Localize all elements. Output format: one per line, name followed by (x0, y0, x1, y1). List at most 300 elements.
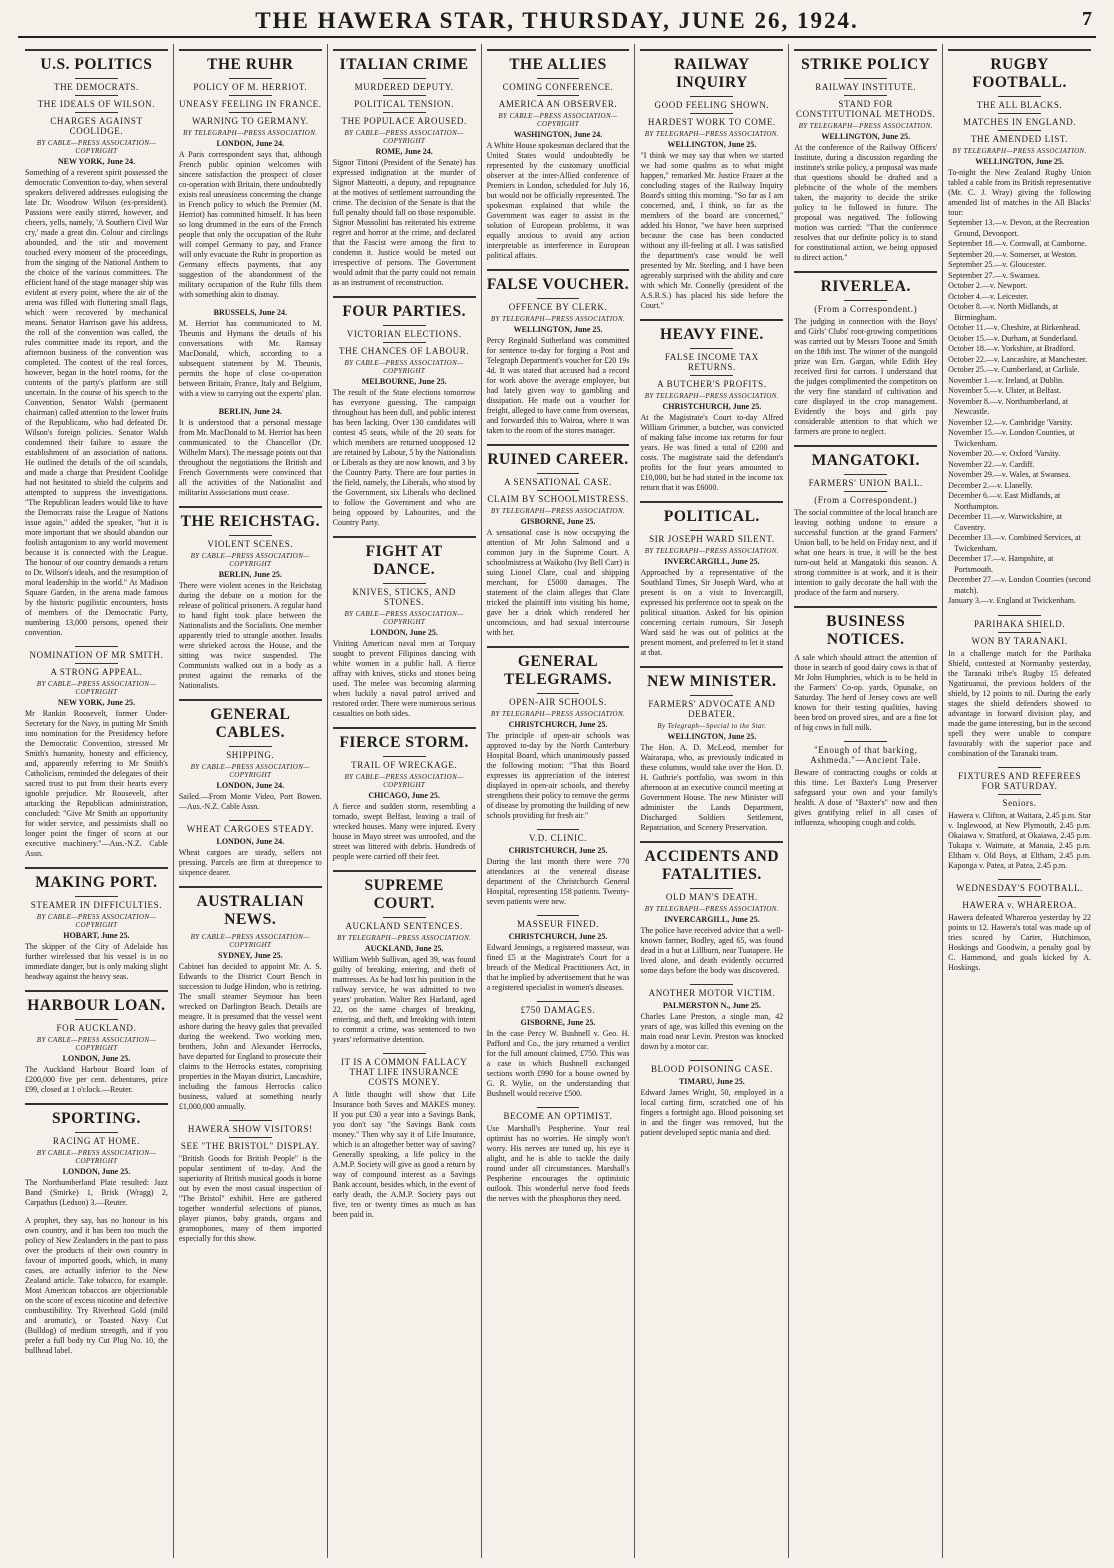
divider (75, 663, 118, 664)
divider (998, 130, 1041, 131)
fixture-item: December 17.—v. Hampshire, at Portsmouth. (948, 554, 1054, 574)
divider (333, 49, 476, 51)
article-subheading: A BUTCHER'S PROFITS. (657, 379, 767, 389)
article-location-date: INVERCARGILL, June 25. (664, 557, 760, 566)
divider (640, 841, 783, 843)
article-subheading: STEAMER IN DIFFICULTIES. (30, 900, 163, 910)
article-dateline: BY CABLE—PRESS ASSOCIATION—COPYRIGHT (36, 1036, 157, 1052)
article-body: There were violent scenes in the Reichstag during the debate on a motion for the release of political prisoners. A regular hand to hand fight took place between the Nationalists and the Socialists. One member apparently tried to strangle another. Insults were shrieked across the House, and the sitting was twice suspended. The Communists walked out in a body as a protest against the remarks of the Nationalists. (178, 581, 322, 690)
article-dateline: BY TELEGRAPH—PRESS ASSOCIATION. (644, 905, 780, 913)
article (25, 49, 168, 638)
article-location-date: GISBORNE, June 25. (520, 1018, 596, 1027)
fixture-item: December 27.—v. London Counties (second match). (948, 575, 1091, 595)
article-body: Hawera v. Clifton, at Waitara, 2.45 p.m. Star v. Inglewood, at New Plymouth, 2.45 p.m. Okaiawa v. Stratford, at Okaiawa, 2.45 p.m. Tukapa v. Waimate, at Manaia, 2.45 p.m. Eltham v. Old Boys, at Eltham, 2.45 p.m. Kaponga v. Patea, at Patea, 2.45 p.m. (948, 810, 1092, 870)
article-dateline: BY TELEGRAPH—PRESS ASSOCIATION. (490, 315, 626, 323)
divider (75, 896, 118, 897)
column-3 (327, 44, 481, 1558)
divider (537, 78, 580, 79)
divider (229, 112, 272, 113)
article-subheading: COMING CONFERENCE. (502, 82, 614, 92)
article-subheading: "Enough of that barking, Ashmeda."—Ancient Tale. (810, 745, 922, 765)
article-subheading: OPEN-AIR SCHOOLS. (509, 697, 607, 707)
fixture-item: December 6.—v. East Midlands, at Northampton. (948, 491, 1061, 511)
article-subheading: WHEAT CARGOES STEADY. (186, 824, 314, 834)
article (794, 49, 937, 263)
article-location-date: AUCKLAND, June 25. (364, 944, 444, 953)
divider (179, 886, 322, 888)
divider (383, 342, 426, 343)
divider (383, 78, 426, 79)
article (640, 841, 783, 976)
article-subheading: MURDERED DEPUTY. (354, 82, 454, 92)
fixture-item: September 20.—v. Somerset, at Weston. (948, 249, 1078, 259)
article-body: Cabinet has decided to appoint Mr. A. S. Edwards to the District Court Bench in succession to Judge Hindon, who is retiring. The small steamer Seymour has been wrecked on Darlington Beach. Details are meagre. It is presumed that the vessel went ashore during the heavy gales that prevailed during the weekend. Two working men, brothers, John and Alexander Herrocks, have departed for England to prosecute their claims to the Herrocks estates, comprising properties in the Mayan district, Lancashire, including the famous Herrocks calico business, valued at something nearly £1,000,000 annually. (178, 962, 322, 1111)
divider (998, 615, 1041, 616)
article-body: Sailed.—From Monte Video, Port Bowen.—Aus.-N.Z. Cable Assn. (178, 792, 322, 811)
article-body: "British Goods for British People" is the popular sentiment of to-day. And the superiority of British musical goods is borne out by even the most casual inspection of "The Bristol" exhibit. Here are gathered together wonderful selections of pianos, player pianos, baby grands, organs and gramophones, many of them imported especially for this show. (178, 1154, 322, 1243)
column-6 (788, 44, 942, 1558)
divider (640, 319, 783, 321)
article-location-date: CHICAGO, June 25. (368, 791, 440, 800)
article-subheading: HARDEST WORK TO COME. (647, 117, 776, 127)
fixture-item: November 1.—v. Ireland, at Dublin. (948, 375, 1065, 385)
article-subheading: RACING AT HOME. (52, 1136, 140, 1146)
article-headline: ITALIAN CRIME (339, 56, 469, 73)
article-dateline: By Telegraph—Special to the Star. (657, 722, 767, 730)
article-subheading: AUCKLAND SENTENCES. (345, 921, 463, 931)
article-body: A Paris correspondent says that, although French public opinion welcomes with sincere satisfaction the prospect of closer co-operation with Britain, there undoubtedly exists real uneasiness concerning the change in French policy to which the Premier (M. Herriot) has committed himself. It has been so long drummed in the ears of the French people that only the occupation of the Ruhr will compel Germany to pay, and France will only evacuate the Ruhr in proportion as Germany effects payments, that any suggestion of the abandonment of the military occupation of the Ruhr fills them with something akin to dismay. (178, 150, 322, 299)
fixture-list (948, 218, 1091, 607)
divider (75, 1132, 118, 1133)
article-subheading: FALSE INCOME TAX RETURNS. (664, 352, 759, 372)
article-subheading: NOMINATION OF MR SMITH. (29, 650, 164, 660)
article-subheading: HAWERA v. WHAREROA. (962, 899, 1077, 910)
article-body: Approached by a representative of the Southland Times, Sir Joseph Ward, who at present is on a visit to Invercargill, expressed his preference not to speak on the political situation. Asked for his opinion concerning certain rumours, Sir Joseph Ward said he was out of politics at the present moment, and preferred to let it stand at that. (640, 568, 784, 657)
article-body: A sensational case is now occupying the attention of Mr John Salmond and a common jury in the Supreme Court. A schoolmistress at Waikohu (Ivy Bell Carr) is suing Lionel Clare, coal and shipping merchant, for £5000 damages. The statement of the claim alleges that Clare tricked the plaintiff into visiting his home, gave her a drink which rendered her unconscious, and had sexual intercourse with her. (486, 528, 630, 637)
article-subheading: Seniors. (1002, 797, 1037, 808)
columns-container (20, 44, 1096, 1558)
page-number: 7 (1082, 8, 1092, 30)
fixture-item: October 8.—v. North Midlands, at Birmingham. (948, 302, 1059, 322)
divider (640, 49, 783, 51)
article-headline: U.S. POLITICS (40, 56, 153, 73)
article-subheading: WARNING TO GERMANY. (191, 116, 309, 126)
article-dateline: BY TELEGRAPH—PRESS ASSOCIATION. (490, 507, 626, 515)
fixture-item: December 13.—v. Combined Services, at Twickenham. (948, 533, 1081, 553)
divider (179, 49, 322, 51)
divider (794, 445, 937, 447)
article-body: Visiting American naval men at Torquay sought to prevent Filipinos dancing with white women in a public hall. A fierce affray with knives, sticks and stones being used. The melee was becoming alarming when luckily a naval patrol arrived and restored order. There were numerous serious casualties on both sides. (332, 639, 476, 718)
article-subheading: IT IS A COMMON FALLACY THAT LIFE INSURANCE COSTS MONEY. (340, 1057, 468, 1087)
divider (690, 113, 733, 114)
article (794, 741, 937, 828)
article-location-date: WELLINGTON, June 25. (821, 132, 911, 141)
fixture-item: September 25.—v. Gloucester. (948, 260, 1047, 269)
fixture-item: November 12.—v. Cambridge 'Varsity. (948, 417, 1073, 427)
article-body: The social committee of the local branch are leaving nothing undone to ensure a successful function at the grand Farmers' Union ball, to be held on Friday next, and if what one hears is true, it will be the best turn-out held at Mangatoki this season. A strong committee is at work, and it is their intention to gaily decorate the hall with the produce of the farm and nursery. (794, 508, 938, 597)
article-subheading: THE CHANCES OF LABOUR. (339, 346, 470, 356)
article-subheading: SHIPPING. (226, 750, 275, 760)
article-body: Edward James Wright, 50, employed in a local carting firm, scratched one of his fingers a fortnight ago. Blood poisoning set in and the finger was removed, but the patient developed septic mania and died. (640, 1088, 784, 1137)
divider (998, 794, 1041, 795)
article-headline: THE REICHSTAG. (180, 513, 320, 530)
article (179, 407, 322, 498)
divider (229, 78, 272, 79)
divider (537, 95, 580, 96)
fixture-item: November 20.—v. Oxford 'Varsity. (948, 449, 1061, 458)
divider (844, 95, 887, 96)
article-subheading: SEE "THE BRISTOL" DISPLAY. (180, 1141, 320, 1151)
divider (844, 474, 887, 475)
article-body: During the last month there were 770 attendances at the venereal disease department of the Christchurch General Hospital, representing 158 patients. Twenty-seven patients were new. (486, 857, 630, 906)
fixture-item: October 22.—v. Lancashire, at Manchester. (948, 354, 1088, 364)
article-dateline: BY CABLE—PRESS ASSOCIATION—COPYRIGHT (190, 933, 310, 949)
article-headline: MANGATOKI. (811, 452, 920, 469)
article-subheading: WEDNESDAY'S FOOTBALL. (956, 882, 1084, 893)
article-headline: THE RUHR (207, 56, 294, 73)
article-subheading: GOOD FEELING SHOWN. (654, 100, 770, 110)
article-headline: FIGHT AT DANCE. (365, 543, 443, 578)
article-headline: FALSE VOUCHER. (486, 276, 630, 293)
divider (537, 829, 580, 830)
article-dateline: BY TELEGRAPH—PRESS ASSOCIATION. (490, 710, 626, 718)
divider (690, 530, 733, 531)
article (25, 1216, 168, 1356)
article-dateline: BY TELEGRAPH—PRESS ASSOCIATION. (798, 122, 933, 130)
fixture-item: November 5.—v. Ulster, at Belfast. (948, 386, 1062, 395)
divider (229, 746, 272, 747)
divider (690, 96, 733, 97)
article-location-date: WELLINGTON, June 25. (667, 140, 757, 149)
article-body: In the case Percy W. Bushnell v. Geo. H. Pafford and Co., the jury returned a verdict for the full amount claimed, £750. This was a case in which Bushnell exchanged sections worth £990 for a house owned by G. R. Wylie, on the understanding that Bushnell would receive £500. (486, 1029, 630, 1098)
fixture-item: November 15.—v. London Counties, at Twickenham. (948, 428, 1075, 448)
article-dateline: BY CABLE—PRESS ASSOCIATION—COPYRIGHT (344, 610, 464, 626)
article (333, 727, 476, 862)
article-subheading: SIR JOSEPH WARD SILENT. (649, 534, 775, 544)
article-dateline: BY CABLE—PRESS ASSOCIATION—COPYRIGHT (190, 552, 310, 568)
article-subheading: OLD MAN'S DEATH. (665, 892, 758, 902)
divider (333, 536, 476, 538)
article-subheading: THE POPULACE AROUSED. (341, 116, 467, 126)
article-dateline: BY CABLE—PRESS ASSOCIATION—COPYRIGHT (190, 763, 310, 779)
article-dateline: BY TELEGRAPH—PRESS ASSOCIATION. (336, 934, 472, 942)
article-body: Hawera defeated Whareroa yesterday by 22 points to 12. Hawera's total was made up of tries scored by Carter, Hutchinson, Hoskings and Goodwin, a penalty goal by C. Hammond, and goals kicked by A. Hoskings. (948, 912, 1092, 972)
article-location-date: TIMARU, June 25. (678, 1077, 745, 1086)
divider (25, 867, 168, 869)
newspaper-title: THE HAWERA STAR, THURSDAY, JUNE 26, 1924. (255, 8, 859, 33)
article-location-date: LONDON, June 24. (216, 781, 285, 790)
article (487, 269, 630, 436)
article-headline: BUSINESS NOTICES. (826, 613, 906, 648)
article (179, 308, 322, 399)
divider (333, 727, 476, 729)
article-location-date: LONDON, June 24. (216, 837, 285, 846)
article-headline: POLITICAL. (663, 508, 760, 525)
divider (383, 583, 426, 584)
article-location-date: WELLINGTON, June 25. (667, 732, 757, 741)
article-dateline: BY CABLE—PRESS ASSOCIATION—COPYRIGHT (344, 773, 464, 789)
divider (75, 112, 118, 113)
fixture-item: October 4.—v. Leicester. (948, 291, 1029, 301)
article-body: Charles Lane Preston, a single man, 42 years of age, was killed this evening on the main road near Levin. Preston was knocked down by a motor car. (640, 1012, 784, 1051)
article (179, 820, 322, 878)
divider (229, 1137, 272, 1138)
article-subheading: AMERICA AN OBSERVER. (498, 99, 618, 109)
divider (998, 896, 1041, 897)
article-body: The judging in connection with the Boys' and Girls' Clubs' root-growing competitions was carried out by Messrs Toone and Smith on the 18th inst. The winner of the mangold prize was Ern. Gargan, while Edith Hey received first for carrots. I understand that the judges complimented the competitors on the very fine standard of cultivation and care displayed in the crop management. Evidently the boys and girls pay considerable attention to that which we farmers are prone to neglect. (794, 317, 938, 436)
article (487, 646, 630, 821)
divider (998, 96, 1041, 97)
divider (383, 1053, 426, 1054)
article-subheading: CLAIM BY SCHOOLMISTRESS. (487, 494, 629, 504)
article-headline: HEAVY FINE. (660, 326, 764, 343)
article-dateline: BY CABLE—PRESS ASSOCIATION—COPYRIGHT (344, 129, 464, 145)
article-location-date: SYDNEY, June 25. (217, 951, 283, 960)
article-location-date: BERLIN, June 25. (218, 570, 282, 579)
article-dateline: BY TELEGRAPH—PRESS ASSOCIATION. (952, 147, 1087, 155)
article (948, 615, 1091, 759)
article-subheading: OFFENCE BY CLERK. (508, 302, 608, 312)
column-5 (634, 44, 788, 1558)
divider (25, 1103, 168, 1105)
fixture-item: October 2.—v. Newport. (948, 281, 1028, 290)
divider (844, 491, 887, 492)
divider (383, 325, 426, 326)
article-body: Mr Rankin Roosevelt, former Under-Secretary for the Navy, in putting Mr Smith into nomination for the Presidency before the Democratic Convention, stressed Mr Smith's humanity, honesty and efficiency, and, apparently referring to Mr Smith's Catholicism, reminded the delegates of their sacred trust to put from their hearts every ignoble prejudice. Mr Roosevelt, after attacking the Republican administration, concluded: "Give Mr Smith an opportunity for wider service, and pessimists shall no longer point the finger of scorn at our executive machinery."—Aus.-N.Z. Cable Assn. (25, 709, 168, 858)
article-body: A prophet, they say, has no honour in his own country, and it has been too much the policy of New Zealanders in the past to pass over the products of their own country in favour of imported goods, which, in many cases, are actually inferior to the New Zealand article. Take tobacco, for example. Most American tobaccos are objectionable on the score of excess nicotine and defective combustibility. Try Riverhead Gold (mild and aromatic), or Toasted Navy Cut (Bulldog) of medium strength, and if you prefer a full body try Cut Plug No. 10, the bullhead label. (25, 1216, 168, 1355)
article-subheading: VIOLENT SCENES. (207, 539, 294, 549)
masthead (18, 6, 1096, 38)
divider (537, 490, 580, 491)
article (333, 870, 476, 1045)
article (794, 271, 937, 437)
column-4 (481, 44, 635, 1558)
article-location-date: GISBORNE, June 25. (520, 517, 596, 526)
divider (229, 535, 272, 536)
divider (794, 606, 937, 608)
fixture-item: November 8.—v. Northumberland, at Newcastle. (948, 396, 1069, 416)
article-location-date: CHRISTCHURCH, June 25. (662, 402, 762, 411)
divider (383, 112, 426, 113)
divider (844, 741, 887, 742)
divider (75, 646, 118, 647)
article-headline: STRIKE POLICY (801, 56, 931, 73)
article-headline: RUINED CAREER. (487, 451, 629, 468)
article (25, 1103, 168, 1208)
fixture-item: December 11.—v. Warwickshire, at Coventry. (948, 512, 1063, 532)
article-subheading: WON BY TARANAKI. (971, 635, 1068, 646)
article (333, 49, 476, 288)
divider (640, 501, 783, 503)
divider (487, 646, 630, 648)
article-body: In a challenge match for the Parihaka Shield, contested at Normanby yesterday, the Taranaki tribe's Rugby 15 defeated Ngatiruanui, the previous holders of the shield, by 12 points to nil. During the early stages the shield defenders showed to advantage in forward division play, and made the game interesting, but in the second spell they were unable to compare favourably with the superior pace and combination of the Taranaki team. (948, 648, 1092, 758)
article-body: The result of the State elections tomorrow has everyone guessing. The campaign throughout has been dull, and public interest has been lacking. Over 130 candidates will contest 45 seats, while of the 20 seats for which members are returned unopposed 12 are retained by Labour, 5 by the Nationalists or Liberals as they are now known, and 3 by the Country Party. There are four parties in the field, namely, the Liberals, who stood by the Government, six Liberals who declined to follow the Government and who are being opposed by Labourites, and the Country Party. (332, 388, 476, 527)
fixture-item: October 18.—v. Yorkshire, at Bradford. (948, 344, 1075, 353)
article-headline: GENERAL CABLES. (210, 706, 291, 741)
divider (998, 767, 1041, 768)
article-subheading: THE DEMOCRATS. (53, 82, 139, 92)
divider (998, 879, 1041, 880)
article-subheading: (From a Correspondent.) (814, 304, 918, 314)
divider (998, 113, 1041, 114)
article-subheading: RAILWAY INSTITUTE. (815, 82, 917, 92)
article (487, 49, 630, 261)
article (948, 49, 1091, 607)
divider (690, 348, 733, 349)
article-body: Edward Jennings, a registered masseur, was fined £5 at the Magistrate's Court for a breach of the Medical Practitioners Act, in that he implied by advertisement that he was a registered specialist in women's diseases. (486, 943, 630, 992)
fixture-item: September 27.—v. Swansea. (948, 270, 1040, 280)
column-7 (942, 44, 1096, 1558)
article (794, 606, 937, 733)
article-subheading: CHARGES AGAINST COOLIDGE. (50, 116, 143, 136)
article-headline: AUSTRALIAN NEWS. (196, 893, 305, 928)
article-location-date: NEW YORK, June 24. (57, 157, 135, 166)
divider (75, 95, 118, 96)
article-body: The Hon. A. D. McLeod, member for Wairarapa, who, as previously indicated in these columns, would take over the Hon. D. H. Guthrie's portfolio, was sworn in this afternoon at an executive council meeting at Government House. The new Minister will administer the Lands Department, Discharged Soldiers Settlement, Repatriation, and Scenery Preservation. (640, 743, 784, 832)
article-location-date: MELBOURNE, June 25. (361, 377, 447, 386)
fixture-item: November 29.—v. Wales, at Swansea. (948, 470, 1071, 479)
article-dateline: BY CABLE—PRESS ASSOCIATION—COPYRIGHT (36, 680, 157, 696)
column-1 (20, 44, 173, 1558)
article-location-date: CHRISTCHURCH, June 25. (508, 932, 608, 941)
article-headline: RUGBY FOOTBALL. (972, 56, 1067, 91)
article-subheading: POLICY OF M. HERRIOT. (193, 82, 308, 92)
divider (229, 820, 272, 821)
article-location-date: HOBART, June 25. (63, 931, 130, 940)
divider (383, 756, 426, 757)
article-subheading: POLITICAL TENSION. (354, 99, 455, 109)
article-location-date: LONDON, June 25. (62, 1054, 131, 1063)
article-body: A sale which should attract the attention of those in search of good dairy cows is that of Mr John Humphries, which is to be held in the Farmers' Co-op. yards, Opunake, on Saturday. The herd of Jersey cows are well known for their testing qualities, having been bred on proved sires, and are a fine lot of big cows in full milk. (794, 653, 938, 732)
article-body: The principle of open-air schools was approved to-day by the North Canterbury Hospital Board, which unanimously passed the following motion: "That this Board expresses its appreciation of the interest displayed in open-air schools, and thereby strengthens their policy to remove the germs of disease by promoting the building of new schools providing for fresh air." (486, 731, 630, 820)
article-body: It is understood that a personal message from Mr. MacDonald to M. Herriot has been communicated to the Chancellor (Dr. Wilhelm Marx). The message points out that throughout the negotiations the British and French Governments were convinced that all the activities of the Nationalist and militarist Associations must cease. (178, 418, 322, 497)
divider (229, 1120, 272, 1121)
article (179, 699, 322, 812)
article-dateline: BY TELEGRAPH—PRESS ASSOCIATION. (644, 392, 780, 400)
article-body: A little thought will show that Life Insurance both Saves and MAKES money. If you put £30 a year into a Savings Bank, you don't say "the Savings Bank costs money." Then why say it of Life Insurance, which is an altogether better way of saving? Generally speaking, a life policy in the A.M.P. Society will give as good a return by way of compound interest as a Savings Bank account, besides which, in the event of early death, the A.M.P. Society pays out five, ten or twenty times as much as has been paid in. (332, 1090, 476, 1219)
divider (640, 666, 783, 668)
fixture-item: September 13.—v. Devon, at the Recreation Ground, Devonport. (948, 218, 1090, 238)
article-headline: NEW MINISTER. (647, 673, 777, 690)
divider (487, 444, 630, 446)
fixture-item: November 22.—v. Cardiff. (948, 459, 1035, 469)
fixture-item: January 3.—v. England at Twickenham. (948, 596, 1077, 605)
article-subheading: MATCHES IN ENGLAND. (963, 117, 1077, 127)
divider (383, 917, 426, 918)
article-headline: FOUR PARTIES. (342, 303, 466, 320)
article (487, 444, 630, 638)
fixture-item: October 15.—v. Durham, at Sunderland. (948, 333, 1078, 343)
article-subheading: BECOME AN OPTIMIST. (503, 1111, 613, 1121)
article-subheading: THE ALL BLACKS. (976, 100, 1063, 110)
article (25, 646, 168, 859)
article-location-date: BERLIN, June 24. (218, 407, 282, 416)
article-location-date: CHRISTCHURCH, June 25. (508, 720, 608, 729)
article-subheading: KNIVES, STICKS, AND STONES. (352, 587, 456, 607)
article-subheading: PARIHAKA SHIELD. (973, 618, 1066, 629)
article (487, 1001, 630, 1099)
article-headline: RAILWAY INQUIRY (674, 56, 750, 91)
article-location-date: WASHINGTON, June 24. (513, 130, 603, 139)
divider (690, 375, 733, 376)
divider (487, 269, 630, 271)
article (487, 829, 630, 907)
article-subheading: A STRONG APPEAL. (50, 667, 143, 677)
article (333, 296, 476, 528)
article-location-date: NEW YORK, June 25. (57, 698, 135, 707)
article-subheading: (From a Correspondent.) (814, 495, 918, 505)
article-dateline: BY CABLE—PRESS ASSOCIATION—COPYRIGHT (36, 913, 157, 929)
divider (690, 695, 733, 696)
divider (794, 271, 937, 273)
article (333, 536, 476, 719)
article-body: "I think we may say that when we started we had some qualms as to what might happen," remarked Mr. Justice Frazer at the concluding stages of the Railway Inquiry Board's sitting this morning. "So far as I am concerned, and, I think, so far as the members of the board are concerned," added his Honor, "we have been surprised because the case has been conducted without any ill-feeling at all. I was satisfied the department's case would be well presented by Mr. Sterling, and I have been agreeably surprised with the ability and care with which Mr. Connelly (president of the A.S.R.S.) has placed his side before the Court." (640, 151, 784, 310)
article-body: Use Marshall's Pespherine. Your real optimist has no worries. He simply won't worry. His nerves are tuned up, his eye is alight, and he is able to tackle the daily round under all circumstances. Marshall's Pespherine encourages the optimistic outlook. This wonderful nerve food feeds the nerves with the phosphorus they need. (486, 1124, 630, 1203)
article-dateline: BY TELEGRAPH—PRESS ASSOCIATION. (644, 547, 780, 555)
article (25, 990, 168, 1095)
divider (537, 693, 580, 694)
article-body: A fierce and sudden storm, resembling a tornado, swept Belfast, leaving a trail of wrecked houses. Many were injured. Every house in Mayo street was unroofed, and the street was littered with debris. Hundreds of people were carried off their feet. (332, 802, 476, 861)
article-headline: SPORTING. (52, 1110, 141, 1127)
article-subheading: THE AMENDED LIST. (970, 134, 1069, 144)
article (640, 319, 783, 493)
divider (25, 990, 168, 992)
fixture-item: December 2.—v. Llanelly. (948, 480, 1033, 490)
divider (998, 632, 1041, 633)
fixture-item: October 25.—v. Cumberland, at Carlisle. (948, 365, 1080, 374)
article-location-date: ROME, June 24. (375, 147, 433, 156)
article-subheading: FIXTURES AND REFEREES FOR SATURDAY. (958, 770, 1082, 791)
article (640, 984, 783, 1052)
article-body: Percy Reginald Sutherland was committed for sentence to-day for forging a Post and Telegraph Department's voucher for £20 19s 4d. It was stated that accused had a record for work above the average employee, but had lately given way to gambling and dissipation. He made out a voucher for freight, alleged to have come from overseas, and forwarded this to Wairoa, where it was taken to the room of the stores manager. (486, 336, 630, 435)
article-dateline: BY CABLE—PRESS ASSOCIATION—COPYRIGHT (36, 1149, 157, 1165)
fixture-item: October 11.—v. Cheshire, at Birkenhead. (948, 323, 1081, 332)
article-body: William Webb Sullivan, aged 39, was found guilty of breaking, entering, and theft of mattresses. As he had lost his position in the railway service, he was admitted to two years' probation. Walter Rex Harland, aged 22, on the same charges of breaking, entering, and theft, and breaking with intent to commit a crime, was sentenced to two years' reformative detention. (332, 955, 476, 1044)
article-subheading: V.D. CLINIC. (528, 833, 588, 843)
divider (229, 95, 272, 96)
article-subheading: MASSEUR FINED. (517, 919, 599, 929)
article-body: The skipper of the City of Adelaide has further wirelessed that his vessel is in no immediate danger, but is only making slight headway against the heavy seas. (25, 942, 168, 981)
divider (794, 49, 937, 51)
article-headline: RIVERLEA. (820, 278, 911, 295)
article-body: Something of a reverent spirit possessed the democratic Convention to-day, when several speakers delivered addresses eulogising the late Dr. Woodrow Wilson (ex-president). Passions were easily stirred, however, and cheers, yells, namely, 'A Southern Civil War cry,' made a great din. Colour and circlings abounded, and the stir and movement touched every moment of the proceedings, from the singing of the National Anthem to the choice of the various committees. The efficient hand of the stage manager ship was evident at every point, where the air of the arena was filled with fluttering small flags, which were recovered by mechanical means. Senator Harrison gave his address, the roll of the convention was called, the rules committee made its report, and the afternoon business of the convention was completed. The contest of the real forces, however, began in the hotel rooms, for the contents of the party's platform are still uncertain. In the course of his speech to the Convention, Senator Walsh (permanent chairman) called attention to the lower fruits of the Republicans, who had defeated Dr. Wilson's foreign policies. Senator Walsh condemned their failure to assure the establishment of an association of nations. He outlined the details of the oil scandals, and made a charge that President Coolidge had not hesitated to shield the culprits and attempted to suppress the investigations. "The Republican leaders would like to have the Democrats raise the League of Nations issue again," added the speaker, "but it is more important that we should abandon our foolish antagonism to any world movement because it is connected with the League. The honour of our country demands a return to Dr. Wilson's ideals, and the resumption of moral leadership in the world." At Madison Square Garden, in the arena made famous by the historic pugilistic encounters, hosts of members of the Democratic Party, numbering 13,000 persons, opened their convention. (25, 168, 168, 637)
article-dateline: BY CABLE—PRESS ASSOCIATION—COPYRIGHT (344, 359, 464, 375)
article (179, 49, 322, 300)
article-dateline: BY TELEGRAPH—PRESS ASSOCIATION. (183, 129, 318, 137)
divider (690, 984, 733, 985)
article-body: At the Magistrate's Court to-day Alfred William Grimmer, a butcher, was convicted of making false income tax returns for four years. He was fined a total of £200 and costs. The magistrate said the defendant's profits for the four years amounted to £10,000, but he had stated in the income tax return that it was £6000. (640, 413, 784, 492)
divider (844, 78, 887, 79)
divider (690, 888, 733, 889)
article (640, 666, 783, 833)
article-dateline: BY CABLE—PRESS ASSOCIATION—COPYRIGHT (498, 112, 618, 128)
article-body: The Auckland Harbour Board loan of £200,000 five per cent. debentures, price £99, closed at 1 o'clock.—Reuter. (25, 1065, 168, 1094)
article-subheading: STAND FOR CONSTITUTIONAL METHODS. (795, 99, 936, 119)
article-body: Beware of contracting coughs or colds at this time. Let Baxter's Lung Preserver safeguard your own and your family's health. A dose of "Baxter's" now and then gives gratifying relief in all cases of influenza, whooping cough and colds. (794, 768, 938, 827)
article-body: At the conference of the Railway Officers' Institute, during a discussion regarding the institute's strike policy, a proposal was made that questions should be drafted and a plebiscite of the whole of the members taken, the majority to decide the strike policy to be followed in future. The proposal was negatived. The following motion was carried: "That the conference resolves that our definite policy is to stand for constitutional action, we being opposed to direct action." (794, 143, 938, 262)
divider (537, 1107, 580, 1108)
article-location-date: LONDON, June 25. (370, 628, 438, 637)
article (640, 49, 783, 311)
divider (25, 49, 168, 51)
article-subheading: UNEASY FEELING IN FRANCE. (178, 99, 322, 109)
article-location-date: LONDON, June 25. (62, 1167, 131, 1176)
article-headline: ACCIDENTS AND FATALITIES. (644, 848, 780, 883)
article-subheading: FARMERS' ADVOCATE AND DEBATER. (648, 699, 776, 719)
article (333, 1053, 476, 1220)
divider (948, 49, 1091, 51)
article-headline: MAKING PORT. (35, 874, 158, 891)
